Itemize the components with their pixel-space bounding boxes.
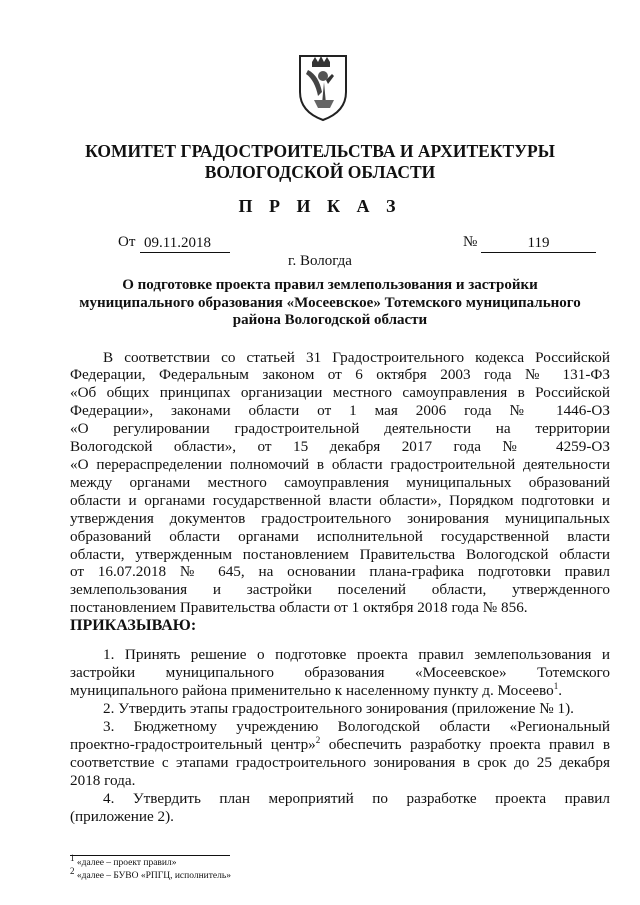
heading-line: О подготовке проекта правил землепользования и застройки (122, 277, 538, 293)
item-1-end: . (558, 682, 562, 699)
preamble-line: Федерации, Федеральным законом от 6 октября 2003 года № 131-ФЗ (70, 366, 610, 383)
item-3-line: 3. Бюджетному учреждению Вологодской области «Региональный (103, 718, 610, 735)
preamble-line: В соответствии со статьей 31 Градостроительного кодекса Российской (103, 349, 610, 366)
item-3-text-a: проектно-градостроительный центр» (70, 736, 316, 753)
preamble-line: области, утвержденным постановлением Правительства Вологодской области (70, 546, 610, 563)
footnote-ref-1: 1 (553, 680, 559, 691)
footnote-1-text: «далее – проект правил» (74, 858, 177, 868)
footnote-1-num: 1 (70, 852, 75, 863)
preamble-line: землепользования и застройки поселений области, утвержденного (70, 581, 610, 598)
preamble-line: от 16.07.2018 № 645, на основании плана-графика подготовки правил (70, 563, 610, 580)
item-1-text: муниципального района применительно к населенному пункту д. Мосеево (70, 682, 554, 699)
item-3-line: соответствие с этапами градостроительного зонирования в срок до 25 декабря (70, 754, 610, 771)
preamble-line: образований области органами исполнительной государственной власти (70, 528, 610, 545)
preamble-line: постановлением Правительства области от 1 октября 2018 года № 856. (70, 599, 528, 616)
preamble-line: «О регулировании градостроительной деятельности на территории (70, 420, 610, 437)
org-name-line2: ВОЛОГОДСКОЙ ОБЛАСТИ (204, 162, 436, 182)
item-1-line (70, 682, 610, 699)
item-3-line: 2018 года. (70, 772, 136, 789)
item-2-line: 2. Утвердить этапы градостроительного зонирования (приложение № 1). (103, 700, 574, 717)
city: г. Вологда (288, 253, 352, 269)
footnote-ref-2: 2 (315, 734, 321, 745)
org-name-line1: КОМИТЕТ ГРАДОСТРОИТЕЛЬСТВА И АРХИТЕКТУРЫ (85, 141, 555, 161)
number-value: 119 (481, 234, 596, 253)
preamble-line: «Об общих принципах организации местного самоуправления в Российской (70, 384, 610, 401)
preamble-line: Вологодской области», от 15 декабря 2017 года № 4259-ОЗ (70, 438, 610, 455)
number-label: № (463, 234, 478, 250)
item-4-line: 4. Утвердить план мероприятий по разработке проекта правил (103, 790, 610, 807)
footnote-2-text: «далее – БУВО «РПГЦ, исполнитель» (74, 871, 231, 881)
heading-line: района Вологодской области (232, 312, 428, 328)
preamble-line: между органами местного самоуправления муниципальных образований (70, 474, 610, 491)
preamble-line: утверждения документов градостроительного зонирования муниципальных (70, 510, 610, 527)
heading-line: муниципального образования «Мосеевское» Тотемского муниципального (79, 294, 581, 311)
order-word: ПРИКАЗЫВАЮ: (70, 617, 197, 634)
document-type: П Р И К А З (238, 196, 402, 216)
item-1-line: 1. Принять решение о подготовке проекта правил землепользования и (103, 646, 610, 663)
preamble-line: Федерации», законами области от 1 мая 2006 года № 1446-ОЗ (70, 402, 610, 419)
order-heading (60, 277, 600, 330)
item-3-line (70, 736, 610, 753)
preamble-line: области и органами государственной власти области», Порядком подготовки и (70, 492, 610, 509)
footnote-1 (70, 852, 177, 869)
item-3-text-b: обеспечить разработку проекта правил в (320, 736, 610, 753)
item-1-line: застройки муниципального образования «Мосеевское» Тотемского (70, 664, 610, 681)
date-value: 09.11.2018 (140, 234, 230, 253)
footnote-2 (70, 865, 231, 882)
date-label: От (118, 234, 136, 250)
preamble-line: «О перераспределении полномочий в области градостроительной деятельности (70, 456, 610, 473)
footnote-2-num: 2 (70, 865, 75, 876)
coat-of-arms-emblem (296, 52, 350, 122)
item-4-line: (приложение 2). (70, 808, 174, 825)
footnote-separator (70, 855, 230, 856)
